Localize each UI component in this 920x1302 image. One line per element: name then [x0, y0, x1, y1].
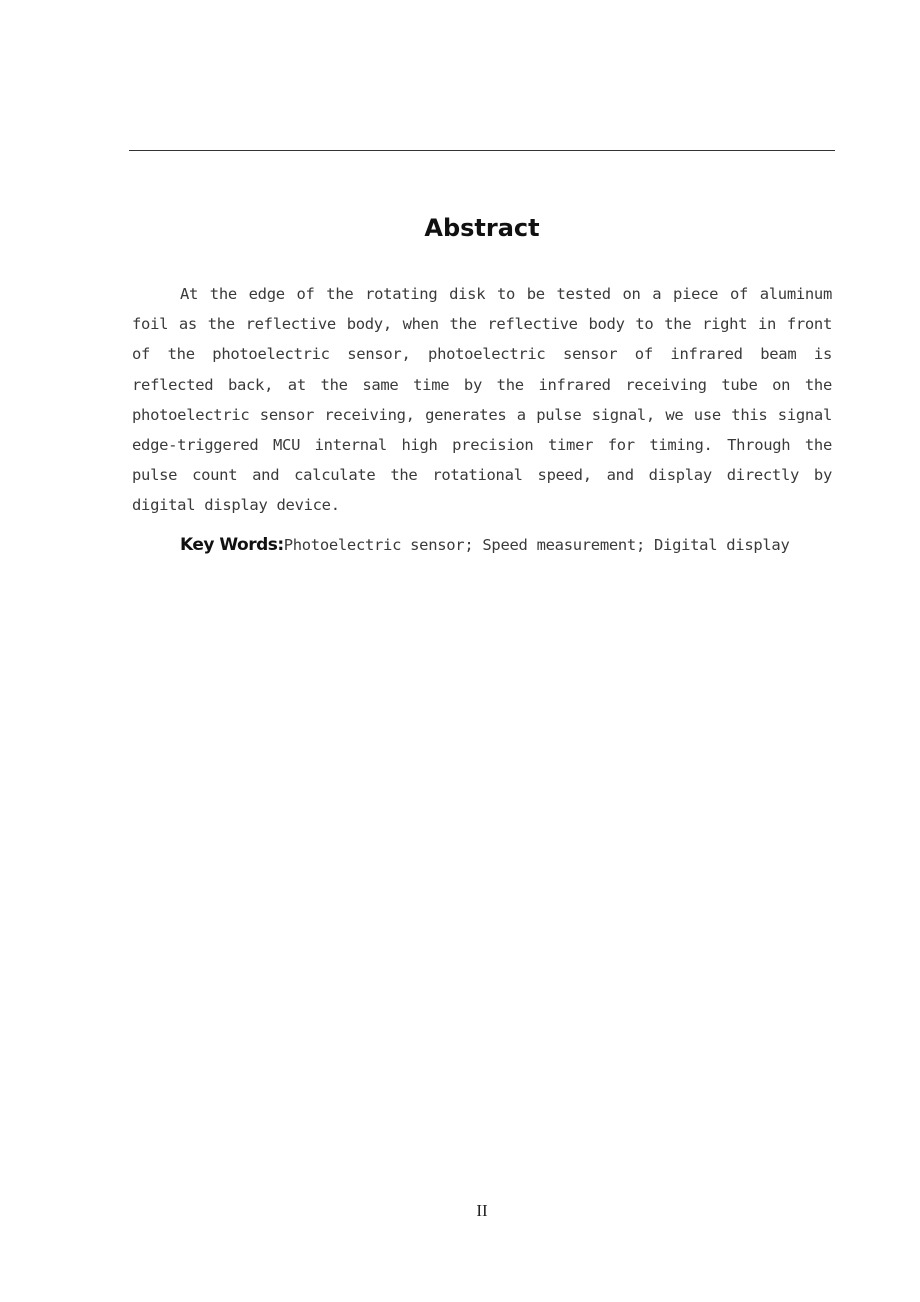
header-rule [129, 150, 835, 151]
page-number: II [476, 1201, 488, 1220]
abstract-title: Abstract [424, 214, 540, 242]
keywords-line [180, 530, 840, 561]
keywords-text: Photoelectric sensor; Speed measurement; Digital display [283, 536, 790, 554]
abstract-paragraph: At the edge of the rotating disk to be tested on a piece of aluminum foil as the reflective body, when the reflective body to the right in front of the photoelectric sensor, photoelectric sensor of infrared beam is reflected back, at the same time by the infrared receiving tube on the photoelectric sensor receiving, generates a pulse signal, we use this signal edge-triggered MCU internal high precision timer for timing. Through the pulse count and calculate the rotational speed, and display directly by digital display device. [132, 285, 832, 515]
keywords-label: Key Words: [180, 535, 284, 555]
